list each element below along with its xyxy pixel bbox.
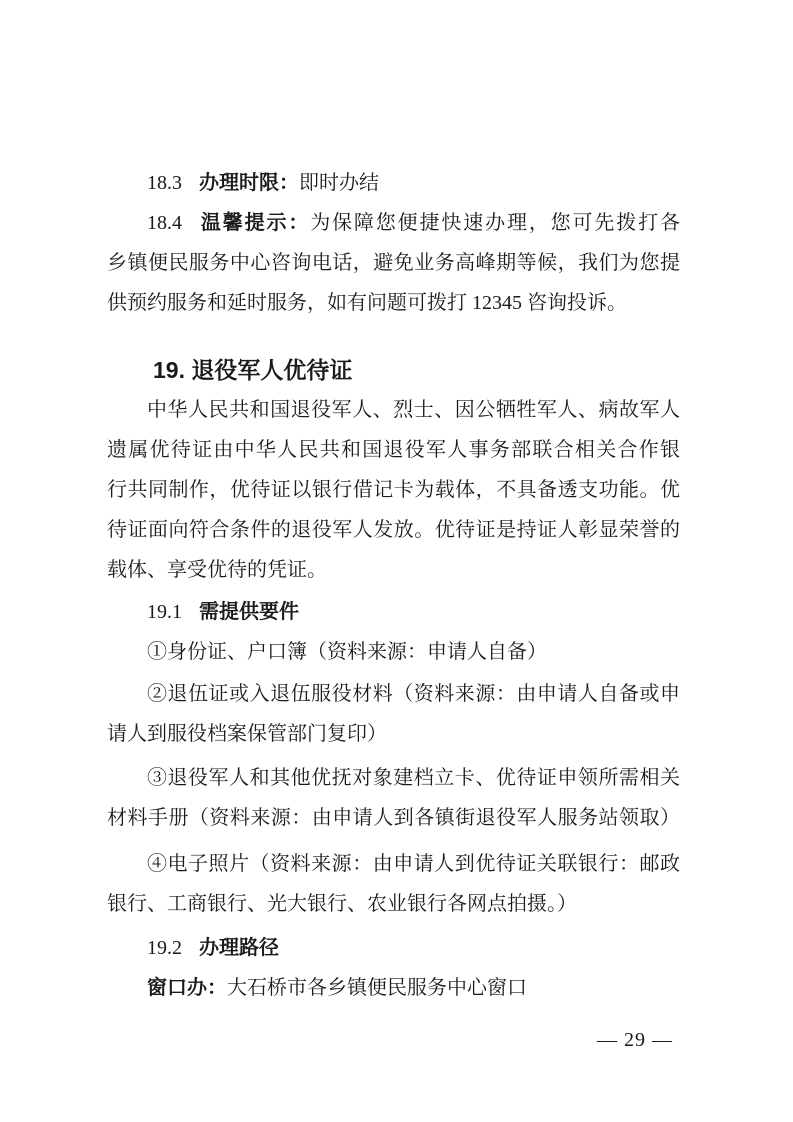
section-number: 19.1 <box>147 601 182 623</box>
requirement-item-4-line-2: 银行、工商银行、光大银行、农业银行各网点拍摄。） <box>107 893 577 915</box>
section-number: 19.2 <box>147 937 182 959</box>
section-18-4-line-3: 供预约服务和延时服务，如有问题可拨打 12345 咨询投诉。 <box>107 292 627 314</box>
document-content <box>107 163 680 1008</box>
section-18-3-line <box>107 163 680 203</box>
requirement-item-3-line-1: ③退役军人和其他优抚对象建档立卡、优待证申领所需相关 <box>147 767 680 789</box>
window-text: 大石桥市各乡镇便民服务中心窗口 <box>227 977 527 999</box>
section-title: 需提供要件 <box>199 601 299 623</box>
section-19-2-heading <box>107 928 680 968</box>
requirement-item-2-line-2: 请人到服役档案保管部门复印） <box>107 723 387 745</box>
section-text: 即时办结 <box>299 172 379 194</box>
section-number: 18.4 <box>147 212 182 234</box>
section-number: 18.3 <box>147 172 182 194</box>
section-label: 温馨提示： <box>199 212 311 234</box>
section-label: 办理时限： <box>199 172 299 194</box>
section-19-para-line-4: 待证面向符合条件的退役军人发放。优待证是持证人彰显荣誉的 <box>107 519 680 541</box>
section-19-2-window-line <box>107 968 680 1008</box>
page-number: — 29 — <box>597 1029 673 1051</box>
requirement-item-2-line-1: ②退伍证或入退伍服役材料（资料来源：由申请人自备或申 <box>147 683 680 705</box>
section-19-para-line-2: 遗属优待证由中华人民共和国退役军人事务部联合相关合作银 <box>107 439 680 461</box>
section-19-1-heading <box>107 592 680 632</box>
requirement-item-1-line-1: ①身份证、户口簿（资料来源：申请人自备） <box>147 641 547 663</box>
section-18-4-line-2: 乡镇便民服务中心咨询电话，避免业务高峰期等候，我们为您提 <box>107 252 680 274</box>
section-19-para-line-5: 载体、享受优待的凭证。 <box>107 559 327 581</box>
section-19-para-line-3: 行共同制作，优待证以银行借记卡为载体，不具备透支功能。优 <box>107 479 680 501</box>
section-19-para-line-1: 中华人民共和国退役军人、烈士、因公牺牲军人、病故军人 <box>147 399 680 421</box>
requirement-item-3-line-2: 材料手册（资料来源：由申请人到各镇街退役军人服务站领取） <box>107 807 680 829</box>
section-title: 办理路径 <box>199 937 279 959</box>
window-label: 窗口办： <box>147 977 227 999</box>
section-text: 为保障您便捷快速办理，您可先拨打各 <box>310 212 681 234</box>
section-19-heading: 19. 退役军人优待证 <box>153 357 353 383</box>
requirement-item-4-line-1: ④电子照片（资料来源：由申请人到优待证关联银行：邮政 <box>147 853 680 875</box>
section-18-4-line-1 <box>107 203 680 243</box>
